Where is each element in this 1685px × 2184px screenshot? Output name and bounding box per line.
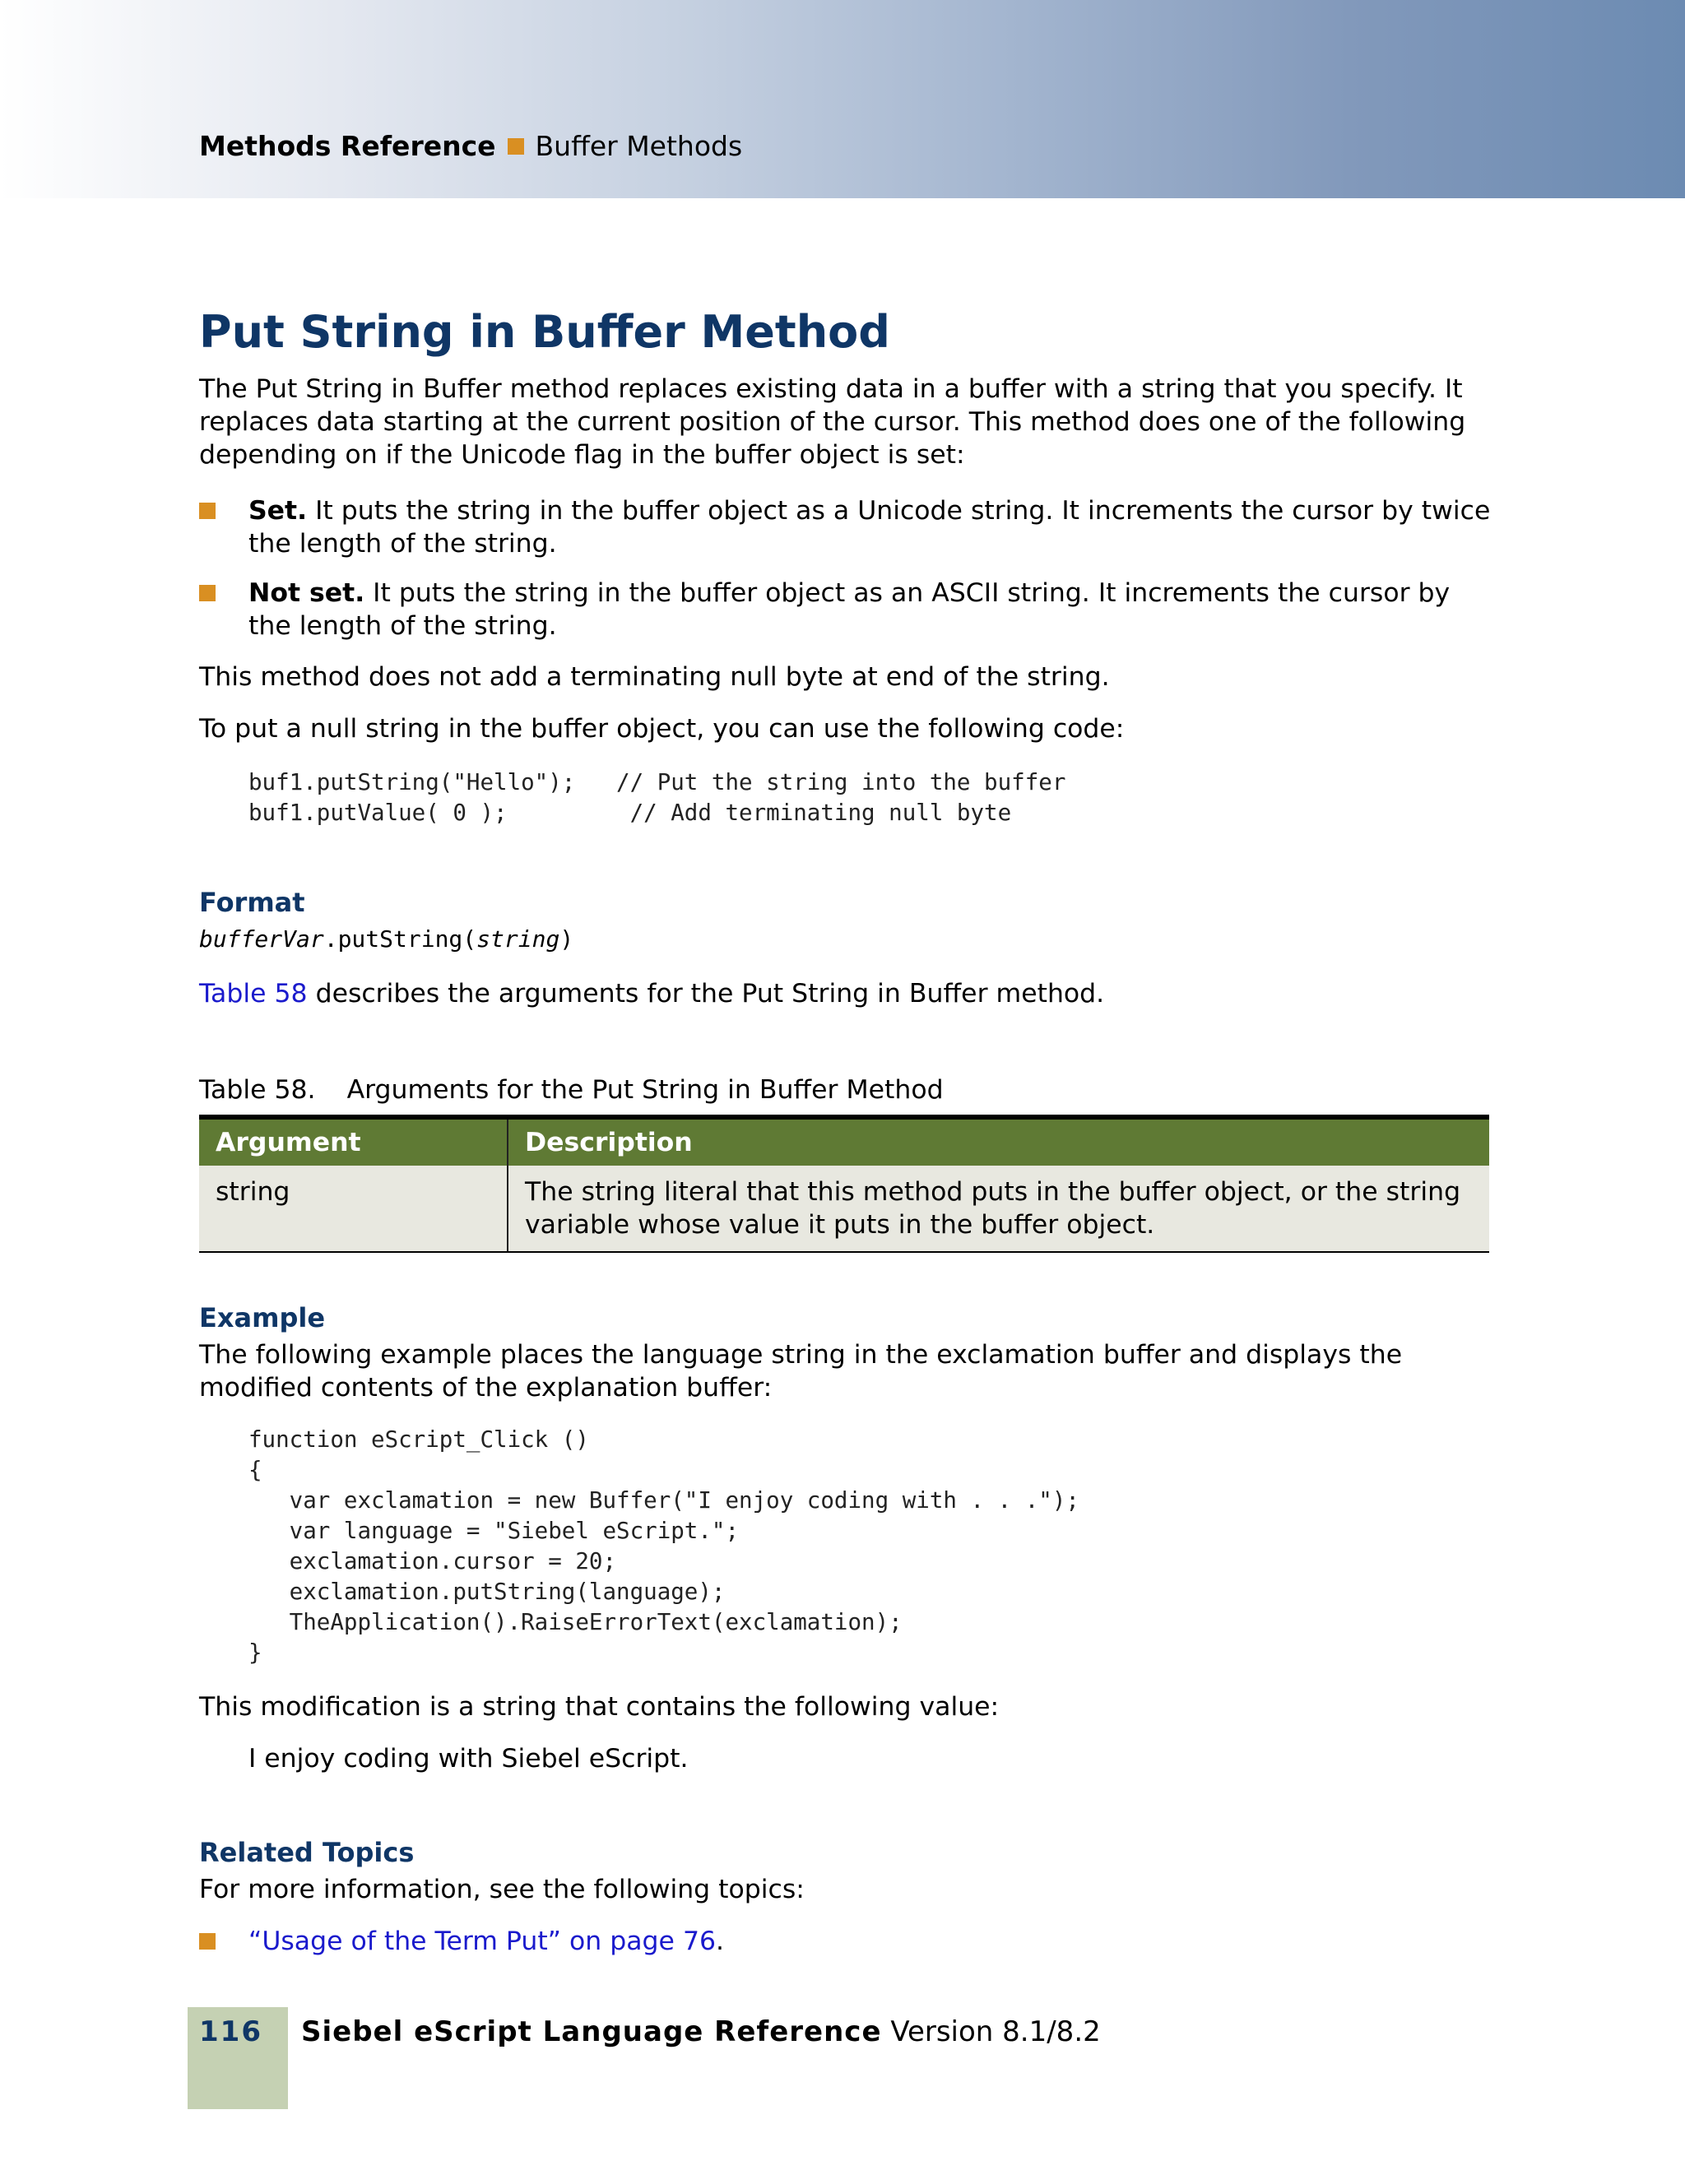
related-topics-intro: For more information, see the following topics: — [199, 1875, 805, 1904]
square-bullet-icon — [508, 138, 524, 155]
bullet-item-not-set — [199, 577, 1491, 642]
result-value: I enjoy coding with Siebel eScript. — [248, 1744, 689, 1774]
usage-of-term-put-link[interactable]: “Usage of the Term Put” on page 76 — [248, 1927, 717, 1956]
format-syntax: bufferVar.putString(string) — [199, 925, 574, 953]
bullet-desc: It puts the string in the buffer object as a Unicode string. It increments the cursor by twice the length of the string. — [248, 496, 1491, 559]
bullet-text — [248, 577, 1491, 642]
column-header-description: Description — [508, 1117, 1489, 1166]
running-head-subsection: Buffer Methods — [535, 130, 743, 162]
related-topics-heading: Related Topics — [199, 1837, 415, 1868]
table-reference: Table 58 describes the arguments for the Put String in Buffer method. — [199, 979, 1105, 1009]
code-block-null: buf1.putString("Hello"); // Put the string into the buffer buf1.putValue( 0 ); // Add terminating null byte — [248, 769, 1066, 826]
page-title: Put String in Buffer Method — [199, 306, 890, 358]
table-caption: Table 58. Arguments for the Put String in Buffer Method — [199, 1075, 944, 1105]
square-bullet-icon — [199, 1933, 216, 1950]
null-string-intro: To put a null string in the buffer object, you can use the following code: — [199, 714, 1125, 744]
format-heading: Format — [199, 887, 305, 918]
related-topic-item: “Usage of the Term Put” on page 76. — [199, 1925, 1491, 1958]
bullet-text — [248, 494, 1491, 560]
intro-paragraph: The Put String in Buffer method replaces existing data in a buffer with a string that you specify. It replaces data starting at the current position of the cursor. This method does one of the following depending on if the Unicode flag in the buffer object is set: — [199, 374, 1466, 470]
example-heading: Example — [199, 1302, 326, 1333]
cell-argument: string — [199, 1166, 508, 1252]
page-number: 116 — [199, 2015, 262, 2048]
format-arg: string — [476, 925, 560, 953]
format-var: bufferVar — [199, 925, 324, 953]
bullet-term: Set. — [248, 496, 308, 526]
table-58-link[interactable]: Table 58 — [199, 979, 308, 1009]
cell-description: The string literal that this method puts in the buffer object, or the string variable whose value it puts in the buffer object. — [508, 1166, 1489, 1252]
table-row — [199, 1166, 1489, 1252]
example-description: The following example places the language string in the exclamation buffer and displays the modified contents of the explanation buffer: — [199, 1340, 1403, 1403]
square-bullet-icon — [199, 503, 216, 519]
code-block-example: function eScript_Click () { var exclamation = new Buffer("I enjoy coding with . . ."); var language = "Siebel eScript."; exclamation.cursor = 20; exclamation.putString(language); TheApplication().RaiseErrorText(exclamation); } — [248, 1426, 1079, 1666]
square-bullet-icon — [199, 585, 216, 601]
bullet-item-set — [199, 494, 1491, 560]
running-head-section: Methods Reference — [199, 130, 496, 162]
column-header-argument: Argument — [199, 1117, 508, 1166]
header-band — [0, 0, 1685, 198]
running-head — [199, 130, 742, 163]
note-null-byte: This method does not add a terminating null byte at end of the string. — [199, 662, 1110, 692]
footer-book-title: Siebel eScript Language Reference Version 8.1/8.2 — [301, 2015, 1101, 2048]
bullet-term: Not set. — [248, 578, 365, 608]
bullet-desc: It puts the string in the buffer object as an ASCII string. It increments the cursor by the length of the string. — [248, 578, 1451, 641]
result-intro: This modification is a string that contains the following value: — [199, 1692, 1000, 1722]
arguments-table — [199, 1115, 1489, 1253]
